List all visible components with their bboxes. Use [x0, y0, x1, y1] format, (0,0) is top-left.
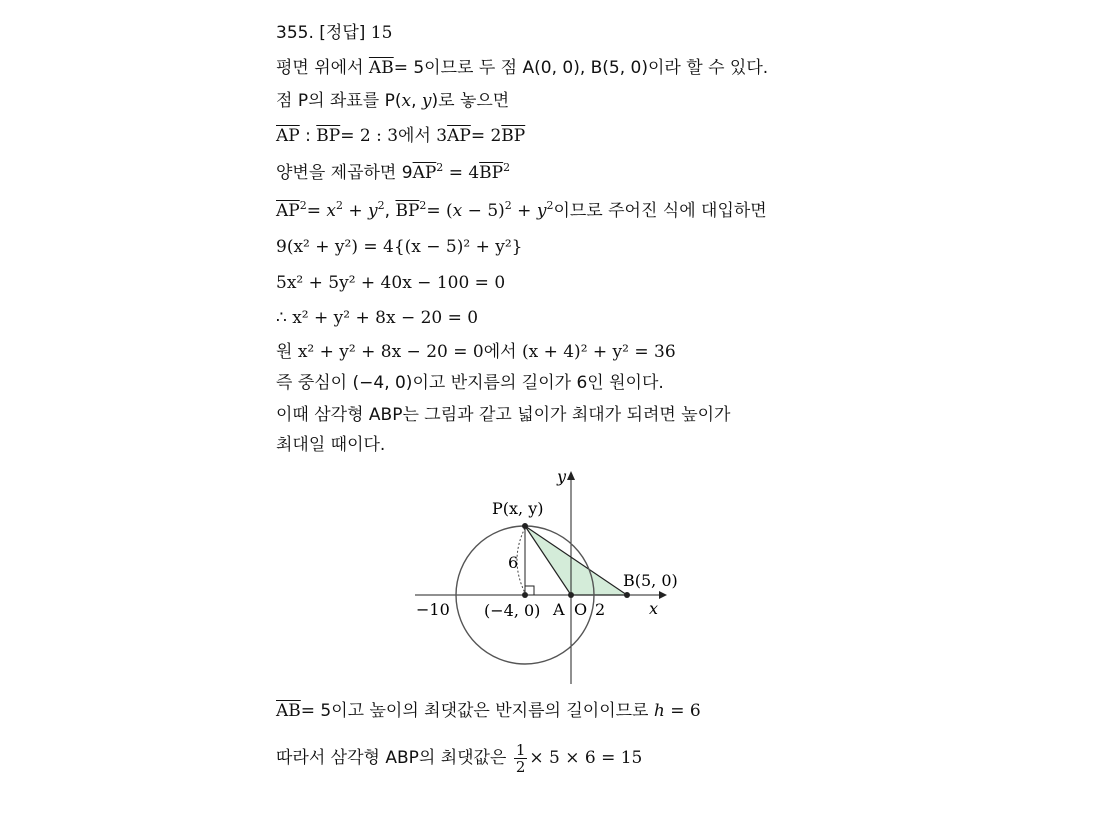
text-segment: 이므로 주어진 식에 대입하면: [553, 201, 767, 221]
solution-line-6: 9(x² + y²) = 4{(x − 5)² + y²}: [276, 237, 523, 257]
exponent: 2: [503, 161, 511, 174]
text-segment: 양변을 제곱하면 9: [276, 163, 413, 183]
exponent: 2: [546, 199, 554, 212]
point-b: [624, 592, 630, 598]
text-segment: = 2: [470, 126, 502, 146]
exponent: 2: [436, 161, 444, 174]
problem-number: 355.: [276, 23, 314, 43]
x-axis-arrow: [659, 591, 667, 599]
segment-bp: $\overline{BP}$: [501, 126, 526, 146]
height-brace: [517, 528, 525, 593]
label-height: 6: [508, 553, 519, 572]
text-segment: 원: [276, 342, 298, 362]
label-two: 2: [595, 600, 606, 619]
exponent: 2: [377, 199, 385, 212]
equation: (x + 4)² + y² = 36: [521, 342, 676, 362]
solution-line-12: 최대일 때이다.: [276, 435, 386, 455]
y-axis-label: y: [557, 467, 567, 486]
solution-line-7: 5x² + 5y² + 40x − 100 = 0: [276, 273, 506, 293]
var-y: y: [368, 201, 378, 221]
label-point-a: A: [553, 600, 565, 619]
exponent: 2: [299, 199, 307, 212]
answer-label: [정답]: [319, 23, 366, 43]
denominator: 2: [515, 757, 526, 776]
text-segment: ,: [411, 91, 422, 111]
text-segment: :: [299, 126, 317, 146]
solution-line-2: [276, 90, 509, 112]
segment-ap: $\overline{AP}$: [412, 163, 437, 183]
text-segment: 따라서 삼각형 ABP의 최댓값은: [276, 748, 512, 768]
segment-ab: $\overline{AB}$: [276, 701, 301, 721]
answer-header: [276, 22, 392, 44]
text-segment: = (: [426, 201, 453, 221]
point-center: [522, 592, 528, 598]
text-segment: = 5이고 높이의 최댓값은 반지름의 길이이므로: [300, 701, 654, 721]
text-segment: 에서: [483, 342, 522, 362]
solution-line-5: [276, 200, 767, 222]
triangle-abp: [525, 526, 627, 595]
answer-value: 15: [370, 23, 393, 43]
numerator: 1: [515, 740, 526, 759]
label-origin: O: [574, 600, 588, 619]
text-segment: = 2 : 3에서 3: [340, 126, 448, 146]
solution-line-1: [276, 57, 768, 79]
text-segment: ,: [384, 201, 396, 221]
point-p: [522, 523, 528, 529]
text-segment: +: [511, 201, 537, 221]
segment-bp: $\overline{BP}$: [316, 126, 341, 146]
fraction-half: [514, 742, 528, 775]
solution-line-14: [276, 736, 642, 780]
exponent: 2: [504, 199, 512, 212]
var-x: x: [326, 201, 336, 221]
var-h: h: [653, 701, 665, 721]
segment-bp: $\overline{BP}$: [395, 201, 420, 221]
solution-line-13: [276, 700, 701, 722]
segment-ap: $\overline{AP}$: [276, 201, 300, 221]
text-segment: 점 P의 좌표를 P(: [276, 91, 402, 111]
text-segment: = 6: [664, 701, 701, 721]
label-point-p: P(x, y): [492, 499, 544, 518]
equation: x² + y² + 8x − 20 = 0: [297, 342, 484, 362]
x-axis-label: x: [649, 599, 659, 618]
solution-line-8: ∴ x² + y² + 8x − 20 = 0: [276, 308, 479, 328]
text-segment: )로 놓으면: [431, 91, 510, 111]
text-segment: × 5 × 6 = 15: [529, 748, 643, 768]
var-y: y: [421, 91, 432, 111]
label-neg-ten: −10: [416, 600, 450, 619]
point-a: [568, 592, 574, 598]
text-segment: − 5): [462, 201, 505, 221]
solution-line-3: [276, 125, 525, 147]
label-point-b: B(5, 0): [623, 571, 678, 590]
solution-line-9: [276, 341, 676, 363]
label-center: (−4, 0): [484, 601, 541, 620]
var-y: y: [536, 201, 547, 221]
var-x: x: [452, 201, 463, 221]
text-segment: 평면 위에서: [276, 58, 369, 78]
solution-line-4: [276, 162, 510, 184]
segment-bp: $\overline{BP}$: [479, 163, 504, 183]
y-axis-arrow: [567, 471, 575, 480]
segment-ab: $\overline{AB}$: [368, 58, 394, 78]
text-segment: +: [342, 201, 369, 221]
coordinate-figure: [405, 462, 705, 687]
solution-line-11: 이때 삼각형 ABP는 그림과 같고 넓이가 최대가 되려면 높이가: [276, 405, 731, 425]
exponent: 2: [419, 199, 427, 212]
text-segment: = 4: [443, 163, 480, 183]
segment-ap: $\overline{AP}$: [447, 126, 471, 146]
solution-line-10: 즉 중심이 (−4, 0)이고 반지름의 길이가 6인 원이다.: [276, 373, 664, 393]
exponent: 2: [335, 199, 343, 212]
var-x: x: [401, 91, 412, 111]
text-segment: =: [306, 201, 327, 221]
segment-ap: $\overline{AP}$: [276, 126, 300, 146]
text-segment: = 5이므로 두 점 A(0, 0), B(5, 0)이라 할 수 있다.: [393, 58, 769, 78]
